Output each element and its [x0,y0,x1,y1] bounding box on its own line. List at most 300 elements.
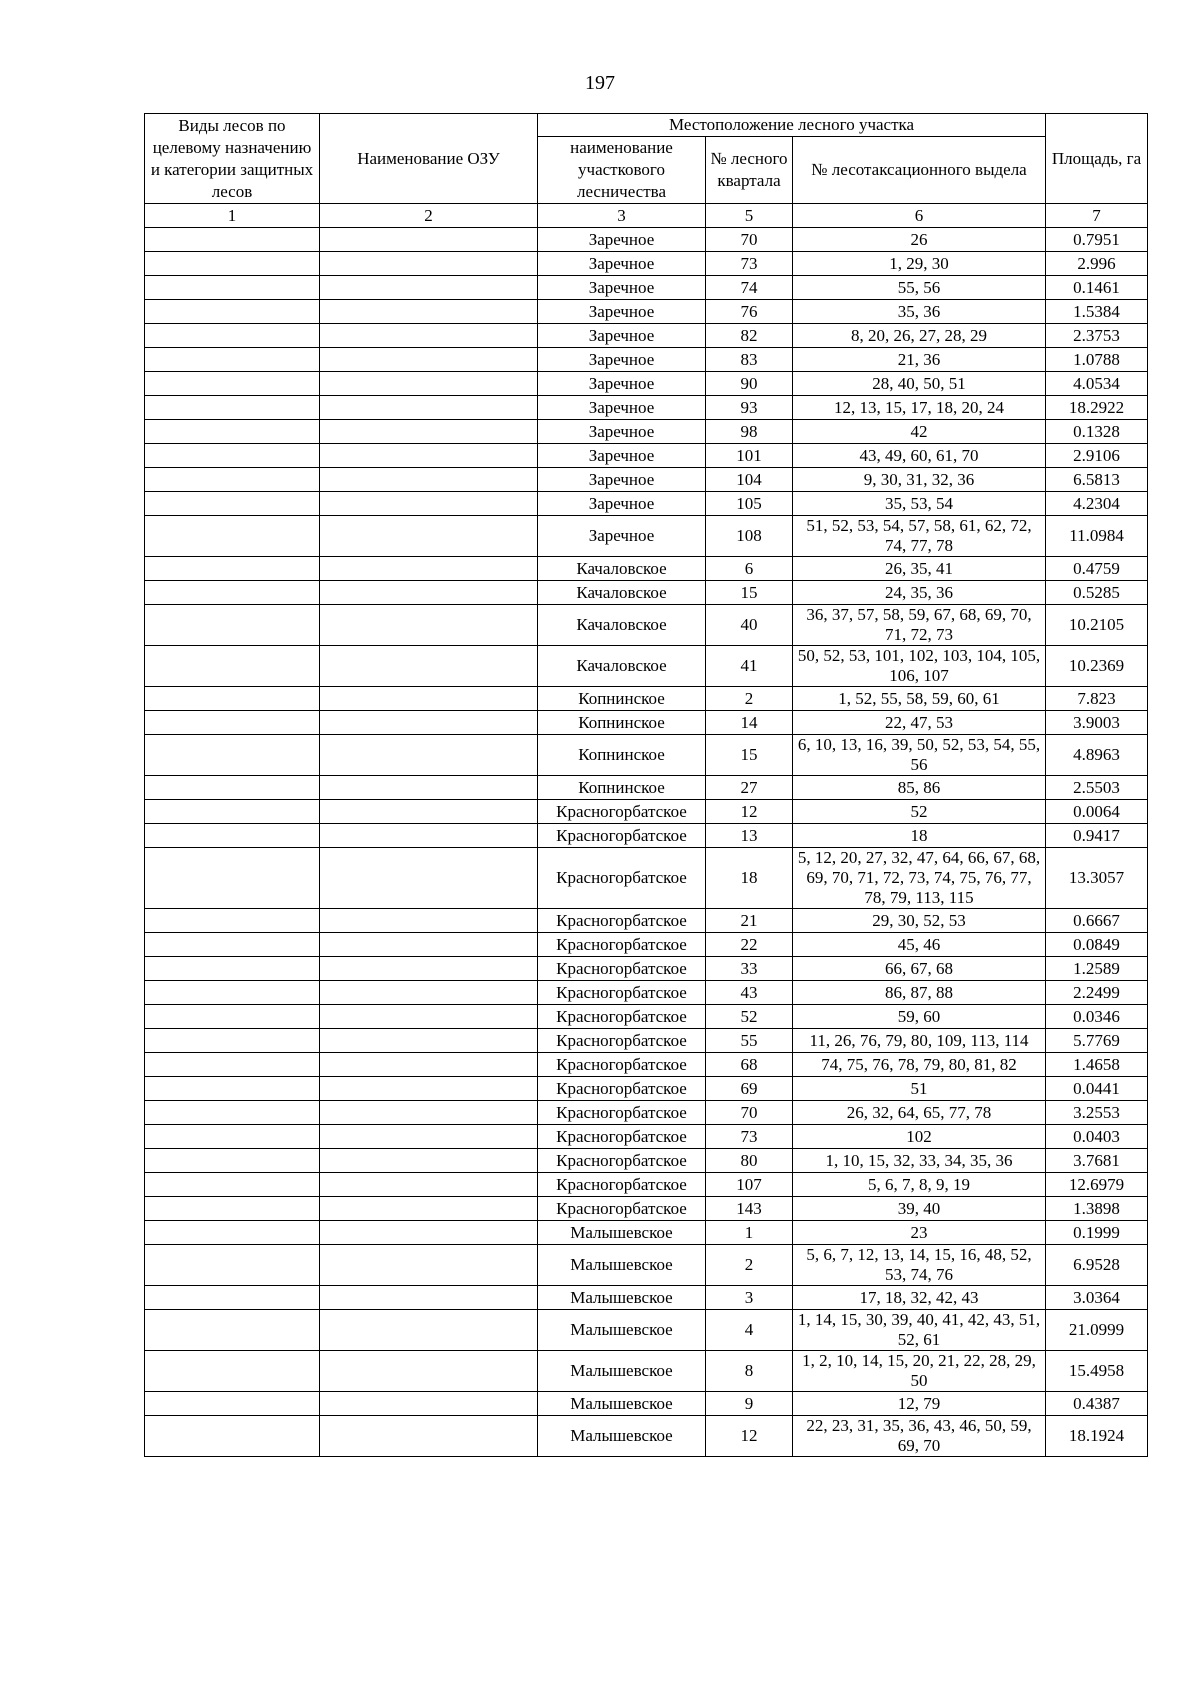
quarter-cell: 27 [706,776,793,800]
table-row [145,824,1148,848]
plots-cell: 55, 56 [793,276,1046,300]
forest-type-cell [145,396,320,420]
area-cell: 13.3057 [1046,848,1148,909]
forestry-cell: Красногорбатское [538,1053,706,1077]
plots-cell: 8, 20, 26, 27, 28, 29 [793,324,1046,348]
plots-cell: 17, 18, 32, 42, 43 [793,1286,1046,1310]
area-cell: 6.9528 [1046,1245,1148,1286]
ozu-name-cell [320,1310,538,1351]
area-cell: 10.2369 [1046,646,1148,687]
ozu-name-cell [320,1029,538,1053]
ozu-name-cell [320,581,538,605]
quarter-cell: 3 [706,1286,793,1310]
ozu-name-cell [320,324,538,348]
forest-type-cell [145,735,320,776]
area-cell: 0.1328 [1046,420,1148,444]
column-index: 1 [145,204,320,228]
forestry-cell: Малышевское [538,1286,706,1310]
header-ozu-name: Наименование ОЗУ [320,114,538,204]
area-cell: 2.3753 [1046,324,1148,348]
forest-type-cell [145,372,320,396]
area-cell: 0.9417 [1046,824,1148,848]
header-plot-number: № лесотаксационного выдела [793,137,1046,204]
area-cell: 1.2589 [1046,957,1148,981]
plots-cell: 51 [793,1077,1046,1101]
quarter-cell: 70 [706,228,793,252]
quarter-cell: 90 [706,372,793,396]
quarter-cell: 93 [706,396,793,420]
plots-cell: 1, 2, 10, 14, 15, 20, 21, 22, 28, 29, 50 [793,1351,1046,1392]
ozu-name-cell [320,396,538,420]
table-row [145,396,1148,420]
area-cell: 0.0849 [1046,933,1148,957]
table-row [145,1245,1148,1286]
table-body [145,228,1148,1457]
table-row [145,252,1148,276]
area-cell: 3.2553 [1046,1101,1148,1125]
table-row [145,276,1148,300]
header-area: Площадь, га [1046,114,1148,204]
column-index: 2 [320,204,538,228]
forestry-cell: Красногорбатское [538,1029,706,1053]
plots-cell: 22, 47, 53 [793,711,1046,735]
ozu-name-cell [320,1053,538,1077]
plots-cell: 36, 37, 57, 58, 59, 67, 68, 69, 70, 71, 72, 73 [793,605,1046,646]
table-row [145,646,1148,687]
ozu-name-cell [320,300,538,324]
forest-type-cell [145,776,320,800]
table-row [145,1416,1148,1457]
forestry-cell: Копнинское [538,776,706,800]
forestry-cell: Качаловское [538,557,706,581]
plots-cell: 5, 6, 7, 8, 9, 19 [793,1173,1046,1197]
forest-type-cell [145,1286,320,1310]
forestry-cell: Красногорбатское [538,1077,706,1101]
table-row [145,1077,1148,1101]
quarter-cell: 8 [706,1351,793,1392]
ozu-name-cell [320,1392,538,1416]
area-cell: 3.0364 [1046,1286,1148,1310]
forestry-cell: Заречное [538,492,706,516]
ozu-name-cell [320,957,538,981]
ozu-name-cell [320,1005,538,1029]
forestry-cell: Малышевское [538,1310,706,1351]
forestry-cell: Заречное [538,252,706,276]
forest-type-cell [145,605,320,646]
forestry-cell: Красногорбатское [538,933,706,957]
quarter-cell: 80 [706,1149,793,1173]
area-cell: 15.4958 [1046,1351,1148,1392]
plots-cell: 1, 52, 55, 58, 59, 60, 61 [793,687,1046,711]
forest-type-cell [145,444,320,468]
quarter-cell: 82 [706,324,793,348]
plots-cell: 5, 12, 20, 27, 32, 47, 64, 66, 67, 68, 69, 70, 71, 72, 73, 74, 75, 76, 77, 78, 79, 113, 115 [793,848,1046,909]
area-cell: 11.0984 [1046,516,1148,557]
forestry-cell: Заречное [538,516,706,557]
ozu-name-cell [320,1125,538,1149]
table-row [145,957,1148,981]
plots-cell: 35, 36 [793,300,1046,324]
ozu-name-cell [320,605,538,646]
area-cell: 6.5813 [1046,468,1148,492]
quarter-cell: 98 [706,420,793,444]
ozu-name-cell [320,1245,538,1286]
forest-type-cell [145,492,320,516]
plots-cell: 26, 32, 64, 65, 77, 78 [793,1101,1046,1125]
forestry-cell: Красногорбатское [538,981,706,1005]
table-row [145,1173,1148,1197]
forestry-cell: Заречное [538,228,706,252]
area-cell: 0.1999 [1046,1221,1148,1245]
ozu-name-cell [320,1351,538,1392]
forest-type-cell [145,468,320,492]
forest-type-cell [145,933,320,957]
forestry-cell: Заречное [538,276,706,300]
forest-type-cell [145,1197,320,1221]
forestry-cell: Красногорбатское [538,1197,706,1221]
plots-cell: 42 [793,420,1046,444]
forest-type-cell [145,848,320,909]
forest-type-cell [145,300,320,324]
table-row [145,420,1148,444]
table-row [145,372,1148,396]
forestry-cell: Качаловское [538,605,706,646]
forestry-cell: Копнинское [538,735,706,776]
forestry-cell: Заречное [538,324,706,348]
quarter-cell: 105 [706,492,793,516]
forest-type-cell [145,1351,320,1392]
area-cell: 12.6979 [1046,1173,1148,1197]
plots-cell: 12, 79 [793,1392,1046,1416]
quarter-cell: 14 [706,711,793,735]
ozu-name-cell [320,933,538,957]
ozu-name-cell [320,228,538,252]
plots-cell: 43, 49, 60, 61, 70 [793,444,1046,468]
forestry-cell: Заречное [538,420,706,444]
area-cell: 10.2105 [1046,605,1148,646]
ozu-name-cell [320,1416,538,1457]
forest-type-cell [145,687,320,711]
forestry-cell: Красногорбатское [538,1149,706,1173]
table-row [145,444,1148,468]
forestry-cell: Красногорбатское [538,1173,706,1197]
ozu-name-cell [320,468,538,492]
quarter-cell: 104 [706,468,793,492]
forest-type-cell [145,1310,320,1351]
quarter-cell: 41 [706,646,793,687]
quarter-cell: 4 [706,1310,793,1351]
plots-cell: 35, 53, 54 [793,492,1046,516]
forestry-cell: Копнинское [538,711,706,735]
area-cell: 21.0999 [1046,1310,1148,1351]
area-cell: 2.2499 [1046,981,1148,1005]
forest-type-cell [145,1029,320,1053]
area-cell: 0.5285 [1046,581,1148,605]
ozu-name-cell [320,824,538,848]
forest-type-cell [145,252,320,276]
area-cell: 1.4658 [1046,1053,1148,1077]
table-row [145,1286,1148,1310]
plots-cell: 24, 35, 36 [793,581,1046,605]
area-cell: 0.0064 [1046,800,1148,824]
quarter-cell: 70 [706,1101,793,1125]
plots-cell: 102 [793,1125,1046,1149]
forest-type-cell [145,646,320,687]
plots-cell: 12, 13, 15, 17, 18, 20, 24 [793,396,1046,420]
table-row [145,800,1148,824]
area-cell: 18.1924 [1046,1416,1148,1457]
forestry-cell: Малышевское [538,1416,706,1457]
ozu-name-cell [320,848,538,909]
plots-cell: 1, 10, 15, 32, 33, 34, 35, 36 [793,1149,1046,1173]
ozu-name-cell [320,1286,538,1310]
area-cell: 2.996 [1046,252,1148,276]
table-row [145,348,1148,372]
quarter-cell: 2 [706,1245,793,1286]
plots-cell: 9, 30, 31, 32, 36 [793,468,1046,492]
table-row [145,468,1148,492]
forest-type-cell [145,557,320,581]
area-cell: 0.4387 [1046,1392,1148,1416]
table-row [145,735,1148,776]
forestry-cell: Красногорбатское [538,1101,706,1125]
table-row [145,1029,1148,1053]
table-row [145,228,1148,252]
forest-type-cell [145,1149,320,1173]
quarter-cell: 1 [706,1221,793,1245]
forestry-cell: Заречное [538,468,706,492]
table-row [145,1005,1148,1029]
quarter-cell: 15 [706,735,793,776]
quarter-cell: 12 [706,1416,793,1457]
plots-cell: 6, 10, 13, 16, 39, 50, 52, 53, 54, 55, 56 [793,735,1046,776]
forestry-cell: Малышевское [538,1392,706,1416]
quarter-cell: 22 [706,933,793,957]
forest-type-cell [145,1245,320,1286]
table-row [145,1197,1148,1221]
forest-type-cell [145,909,320,933]
quarter-cell: 9 [706,1392,793,1416]
forest-type-cell [145,516,320,557]
forestry-cell: Красногорбатское [538,824,706,848]
forest-type-cell [145,420,320,444]
forest-type-cell [145,800,320,824]
forest-type-cell [145,824,320,848]
plots-cell: 50, 52, 53, 101, 102, 103, 104, 105, 106, 107 [793,646,1046,687]
table-row [145,300,1148,324]
quarter-cell: 15 [706,581,793,605]
quarter-cell: 21 [706,909,793,933]
quarter-cell: 2 [706,687,793,711]
forestry-cell: Красногорбатское [538,800,706,824]
area-cell: 0.0441 [1046,1077,1148,1101]
quarter-cell: 108 [706,516,793,557]
plots-cell: 21, 36 [793,348,1046,372]
ozu-name-cell [320,372,538,396]
table-row [145,909,1148,933]
ozu-name-cell [320,252,538,276]
table-row [145,1053,1148,1077]
page-number: 197 [585,72,615,94]
column-index: 3 [538,204,706,228]
plots-cell: 26 [793,228,1046,252]
table-row [145,848,1148,909]
forestry-cell: Копнинское [538,687,706,711]
area-cell: 2.5503 [1046,776,1148,800]
area-cell: 18.2922 [1046,396,1148,420]
ozu-name-cell [320,981,538,1005]
forestry-cell: Малышевское [538,1221,706,1245]
plots-cell: 1, 14, 15, 30, 39, 40, 41, 42, 43, 51, 52, 61 [793,1310,1046,1351]
area-cell: 4.0534 [1046,372,1148,396]
quarter-cell: 18 [706,848,793,909]
plots-cell: 74, 75, 76, 78, 79, 80, 81, 82 [793,1053,1046,1077]
quarter-cell: 13 [706,824,793,848]
plots-cell: 28, 40, 50, 51 [793,372,1046,396]
forestry-cell: Малышевское [538,1245,706,1286]
area-cell: 1.3898 [1046,1197,1148,1221]
forest-type-cell [145,1392,320,1416]
ozu-name-cell [320,735,538,776]
area-cell: 1.5384 [1046,300,1148,324]
quarter-cell: 73 [706,252,793,276]
plots-cell: 11, 26, 76, 79, 80, 109, 113, 114 [793,1029,1046,1053]
table-row [145,605,1148,646]
quarter-cell: 143 [706,1197,793,1221]
forestry-cell: Заречное [538,300,706,324]
ozu-name-cell [320,492,538,516]
forest-type-cell [145,1053,320,1077]
table-row [145,933,1148,957]
quarter-cell: 73 [706,1125,793,1149]
table-row [145,1351,1148,1392]
ozu-name-cell [320,1149,538,1173]
area-cell: 0.1461 [1046,276,1148,300]
quarter-cell: 83 [706,348,793,372]
forest-type-cell [145,1173,320,1197]
ozu-name-cell [320,1221,538,1245]
table-row [145,1392,1148,1416]
area-cell: 0.7951 [1046,228,1148,252]
ozu-name-cell [320,557,538,581]
forestry-cell: Красногорбатское [538,1005,706,1029]
area-cell: 3.7681 [1046,1149,1148,1173]
ozu-name-cell [320,444,538,468]
forest-type-cell [145,957,320,981]
ozu-name-cell [320,1077,538,1101]
forest-type-cell [145,1221,320,1245]
forestry-cell: Заречное [538,372,706,396]
area-cell: 0.0346 [1046,1005,1148,1029]
table-row [145,1101,1148,1125]
quarter-cell: 69 [706,1077,793,1101]
plots-cell: 66, 67, 68 [793,957,1046,981]
forest-type-cell [145,1125,320,1149]
ozu-name-cell [320,348,538,372]
area-cell: 0.4759 [1046,557,1148,581]
plots-cell: 18 [793,824,1046,848]
plots-cell: 45, 46 [793,933,1046,957]
header-location-group: Местоположение лесного участка [538,114,1046,137]
ozu-name-cell [320,516,538,557]
forestry-cell: Заречное [538,396,706,420]
column-index-row [145,204,1148,228]
quarter-cell: 55 [706,1029,793,1053]
forestry-cell: Красногорбатское [538,1125,706,1149]
table-row [145,711,1148,735]
table-row [145,1310,1148,1351]
ozu-name-cell [320,909,538,933]
forest-type-cell [145,981,320,1005]
forest-plots-table [144,113,1148,1457]
forestry-cell: Заречное [538,444,706,468]
quarter-cell: 107 [706,1173,793,1197]
area-cell: 5.7769 [1046,1029,1148,1053]
quarter-cell: 33 [706,957,793,981]
plots-cell: 39, 40 [793,1197,1046,1221]
area-cell: 4.8963 [1046,735,1148,776]
ozu-name-cell [320,800,538,824]
area-cell: 1.0788 [1046,348,1148,372]
forest-type-cell [145,711,320,735]
plots-cell: 86, 87, 88 [793,981,1046,1005]
table-row [145,1221,1148,1245]
plots-cell: 1, 29, 30 [793,252,1046,276]
ozu-name-cell [320,1173,538,1197]
plots-cell: 29, 30, 52, 53 [793,909,1046,933]
plots-cell: 23 [793,1221,1046,1245]
column-index: 7 [1046,204,1148,228]
quarter-cell: 6 [706,557,793,581]
table-row [145,687,1148,711]
table-row [145,492,1148,516]
table-row [145,324,1148,348]
quarter-cell: 74 [706,276,793,300]
header-forestry-name: наименование участкового лесничества [538,137,706,204]
ozu-name-cell [320,711,538,735]
quarter-cell: 40 [706,605,793,646]
table-row [145,981,1148,1005]
column-index: 6 [793,204,1046,228]
forest-type-cell [145,1416,320,1457]
forestry-cell: Красногорбатское [538,957,706,981]
table-row [145,776,1148,800]
area-cell: 0.0403 [1046,1125,1148,1149]
ozu-name-cell [320,1101,538,1125]
ozu-name-cell [320,420,538,444]
area-cell: 7.823 [1046,687,1148,711]
forestry-cell: Качаловское [538,646,706,687]
ozu-name-cell [320,1197,538,1221]
plots-cell: 52 [793,800,1046,824]
quarter-cell: 101 [706,444,793,468]
quarter-cell: 76 [706,300,793,324]
area-cell: 3.9003 [1046,711,1148,735]
header-forest-type: Виды лесов по целевому назначению и категории защитных лесов [145,114,320,204]
forestry-cell: Качаловское [538,581,706,605]
area-cell: 0.6667 [1046,909,1148,933]
plots-cell: 22, 23, 31, 35, 36, 43, 46, 50, 59, 69, 70 [793,1416,1046,1457]
ozu-name-cell [320,646,538,687]
quarter-cell: 52 [706,1005,793,1029]
forest-type-cell [145,1101,320,1125]
plots-cell: 59, 60 [793,1005,1046,1029]
forestry-cell: Красногорбатское [538,848,706,909]
quarter-cell: 12 [706,800,793,824]
ozu-name-cell [320,687,538,711]
table-row [145,516,1148,557]
table-row [145,1149,1148,1173]
